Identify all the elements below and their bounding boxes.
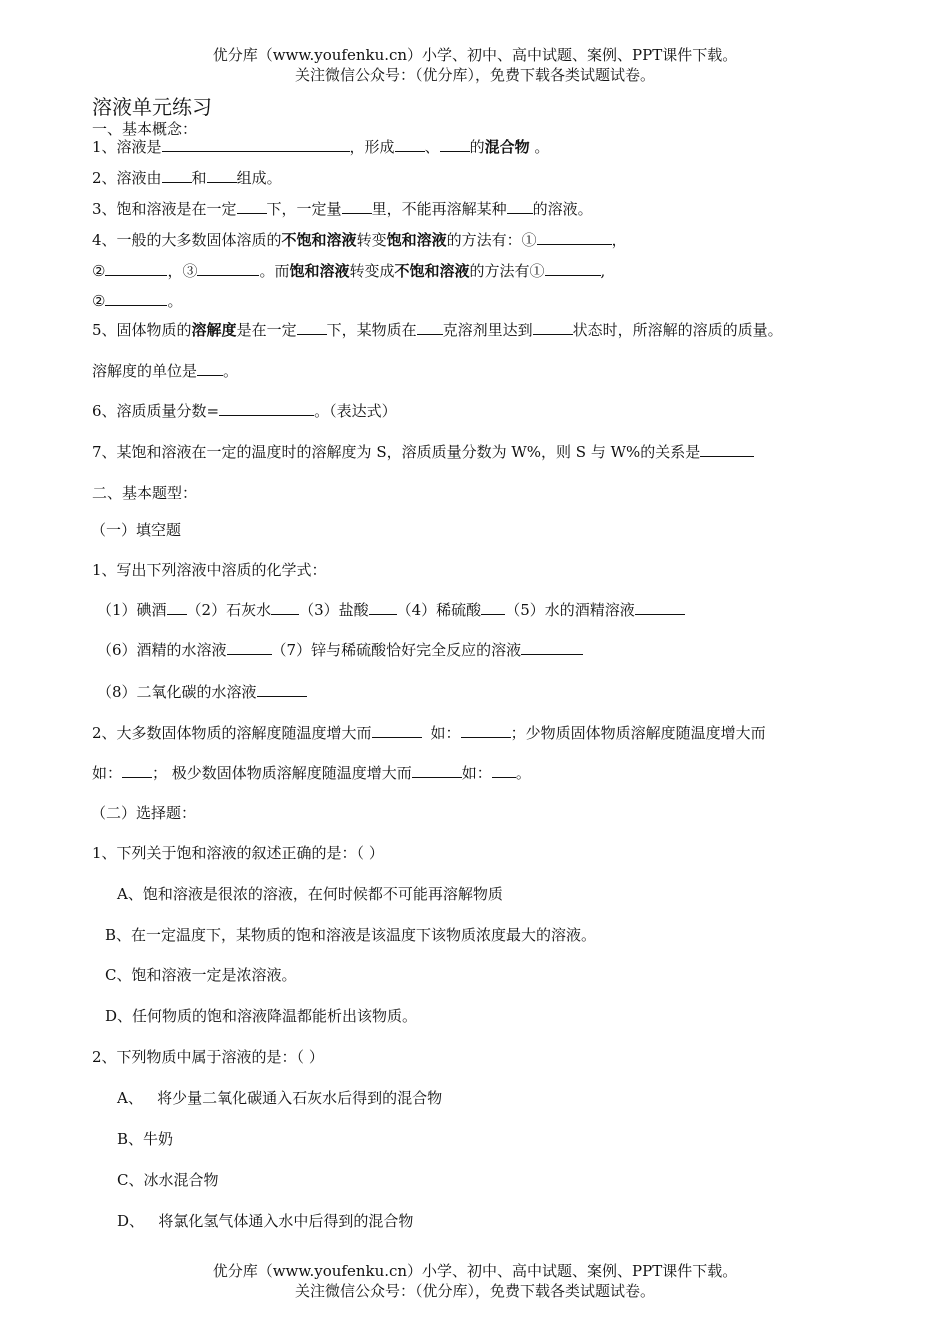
blank[interactable] [635,600,685,615]
text: 和 [191,169,207,187]
text: 7、某饱和溶液在一定的温度时的溶解度为 S，溶质质量分数为 W%，则 S 与 W%的关系是 [92,443,701,461]
concept-q3 [92,199,593,219]
blank[interactable] [197,361,223,376]
text: 。 [167,292,183,310]
fill-q1-items-row2 [97,640,583,660]
text: （3）盐酸 [299,601,369,619]
choice-q1-option-d[interactable]: D、任何物质的饱和溶液降温都能析出该物质。 [105,1007,418,1025]
blank[interactable] [700,442,754,457]
choice-q2: 2、下列物质中属于溶液的是：（ ） [92,1048,324,1066]
blank[interactable] [122,763,152,778]
text: 里，不能再溶解某种 [371,200,507,218]
text: 是在一定 [236,321,297,339]
text: 的溶液。 [532,200,593,218]
text: （8）二氧化碳的水溶液 [97,683,257,701]
concept-q7 [92,442,754,462]
blank[interactable] [105,291,167,306]
blank[interactable] [369,600,397,615]
blank[interactable] [440,137,470,152]
blank[interactable] [533,320,573,335]
text: 。 [515,764,531,782]
blank[interactable] [342,199,372,214]
bold-term: 饱和溶液 [289,262,350,280]
choice-q1-option-a[interactable]: A、饱和溶液是很浓的溶液，在何时候都不可能再溶解物质 [117,885,503,903]
bold-term: 溶解度 [191,321,237,339]
blank[interactable] [545,261,601,276]
text: 转变成 [349,262,395,280]
blank[interactable] [219,401,314,416]
text: 状态时，所溶解的溶质的质量。 [572,321,783,339]
text: 的 [469,138,485,156]
concept-q4-line3 [92,291,182,311]
header-line-1: 优分库（www.youfenku.cn）小学、初中、高中试题、案例、PPT课件下载。 [212,46,738,64]
text: 如： [461,764,492,782]
document-title: 溶液单元练习 [92,95,212,119]
text: 3、饱和溶液是在一定 [92,200,237,218]
concept-q2 [92,168,282,188]
page-footer [0,1261,950,1301]
concept-q5-line2 [92,361,238,381]
blank[interactable] [162,168,192,183]
bold-term: 不饱和溶液 [281,231,357,249]
blank[interactable] [167,600,187,615]
blank[interactable] [105,261,167,276]
fill-q2-line1 [92,723,766,743]
text: （4）稀硫酸 [396,601,482,619]
text: 2、溶液由 [92,169,162,187]
bold-term: 不饱和溶液 [394,262,470,280]
text: 下，一定量 [266,200,342,218]
blank[interactable] [237,199,267,214]
text: ，③ [167,262,198,280]
bold-term: 混合物 [484,138,530,156]
text: , [600,262,606,280]
text: 如： [430,724,461,742]
text: ； 极少数固体物质溶解度随温度增大而 [152,764,412,782]
footer-line-1: 优分库（www.youfenku.cn）小学、初中、高中试题、案例、PPT课件下载。 [212,1262,738,1280]
choice-q1: 1、下列关于饱和溶液的叙述正确的是：（ ） [92,844,384,862]
footer-line-2: 关注微信公众号：（优分库），免费下载各类试题试卷。 [294,1282,655,1300]
fill-q1: 1、写出下列溶液中溶质的化学式： [92,561,327,579]
concept-q1 [92,137,549,157]
blank[interactable] [537,230,612,245]
choice-q2-option-a[interactable]: A、 将少量二氧化碳通入石灰水后得到的混合物 [117,1089,443,1107]
concept-q6 [92,401,397,421]
blank[interactable] [271,600,299,615]
blank[interactable] [481,600,505,615]
concept-q4-line1 [92,230,627,250]
concept-q5-line1 [92,320,783,340]
text: 。而 [259,262,290,280]
choice-heading: （二）选择题： [91,804,197,822]
choice-q2-option-d[interactable]: D、 将氯化氢气体通入水中后得到的混合物 [117,1212,414,1230]
choice-q2-option-c[interactable]: C、冰水混合物 [117,1171,219,1189]
text: ， [611,231,627,249]
text: ② [92,262,106,280]
text: 。 [534,138,550,156]
text: 的方法有① [469,262,545,280]
fill-q1-items-row3 [97,682,307,702]
section2-heading: 二、基本题型： [92,484,198,502]
text: 。 [223,362,239,380]
bold-term: 饱和溶液 [386,231,447,249]
blank[interactable] [492,763,516,778]
section1-heading: 一、基本概念： [92,120,198,138]
blank[interactable] [297,320,327,335]
blank[interactable] [162,137,350,152]
blank[interactable] [507,199,533,214]
text: 如： [92,764,123,782]
text: ，形成 [349,138,395,156]
text: 、 [424,138,440,156]
blank[interactable] [227,640,272,655]
fill-q2-line2 [92,763,531,783]
text: ；少物质固体物质溶解度随温度增大而 [510,724,766,742]
blank[interactable] [372,723,422,738]
text: 。（表达式） [314,402,397,420]
choice-q2-option-b[interactable]: B、牛奶 [117,1130,174,1148]
blank[interactable] [257,682,307,697]
text: 的方法有：① [446,231,537,249]
text: （6）酒精的水溶液 [97,641,227,659]
text: （5）水的酒精溶液 [505,601,635,619]
page-header [0,45,950,85]
text: 转变 [356,231,387,249]
text: 5、固体物质的 [92,321,192,339]
text: 溶解度的单位是 [92,362,198,380]
blank[interactable] [412,763,462,778]
text: 2、大多数固体物质的溶解度随温度增大而 [92,724,372,742]
text: ② [92,292,106,310]
text: （7）锌与稀硫酸恰好完全反应的溶液 [271,641,522,659]
blank[interactable] [417,320,443,335]
choice-q1-option-b[interactable]: B、在一定温度下，某物质的饱和溶液是该温度下该物质浓度最大的溶液。 [105,926,597,944]
text: （2）石灰水 [186,601,272,619]
concept-q4-line2 [92,261,605,281]
blank[interactable] [207,168,237,183]
header-line-2: 关注微信公众号：（优分库），免费下载各类试题试卷。 [294,66,655,84]
blank[interactable] [197,261,259,276]
fill-q1-items-row1 [97,600,685,620]
text: 1、溶液是 [92,138,162,156]
text: 4、一般的大多数固体溶质的 [92,231,282,249]
choice-q1-option-c[interactable]: C、饱和溶液一定是浓溶液。 [105,966,297,984]
text: （1）碘酒 [97,601,167,619]
fill-heading: （一）填空题 [91,521,182,539]
text: 下，某物质在 [326,321,417,339]
blank[interactable] [521,640,583,655]
text: 组成。 [236,169,282,187]
text: 6、溶质质量分数= [92,402,220,420]
blank[interactable] [461,723,511,738]
text: 克溶剂里达到 [442,321,533,339]
blank[interactable] [395,137,425,152]
